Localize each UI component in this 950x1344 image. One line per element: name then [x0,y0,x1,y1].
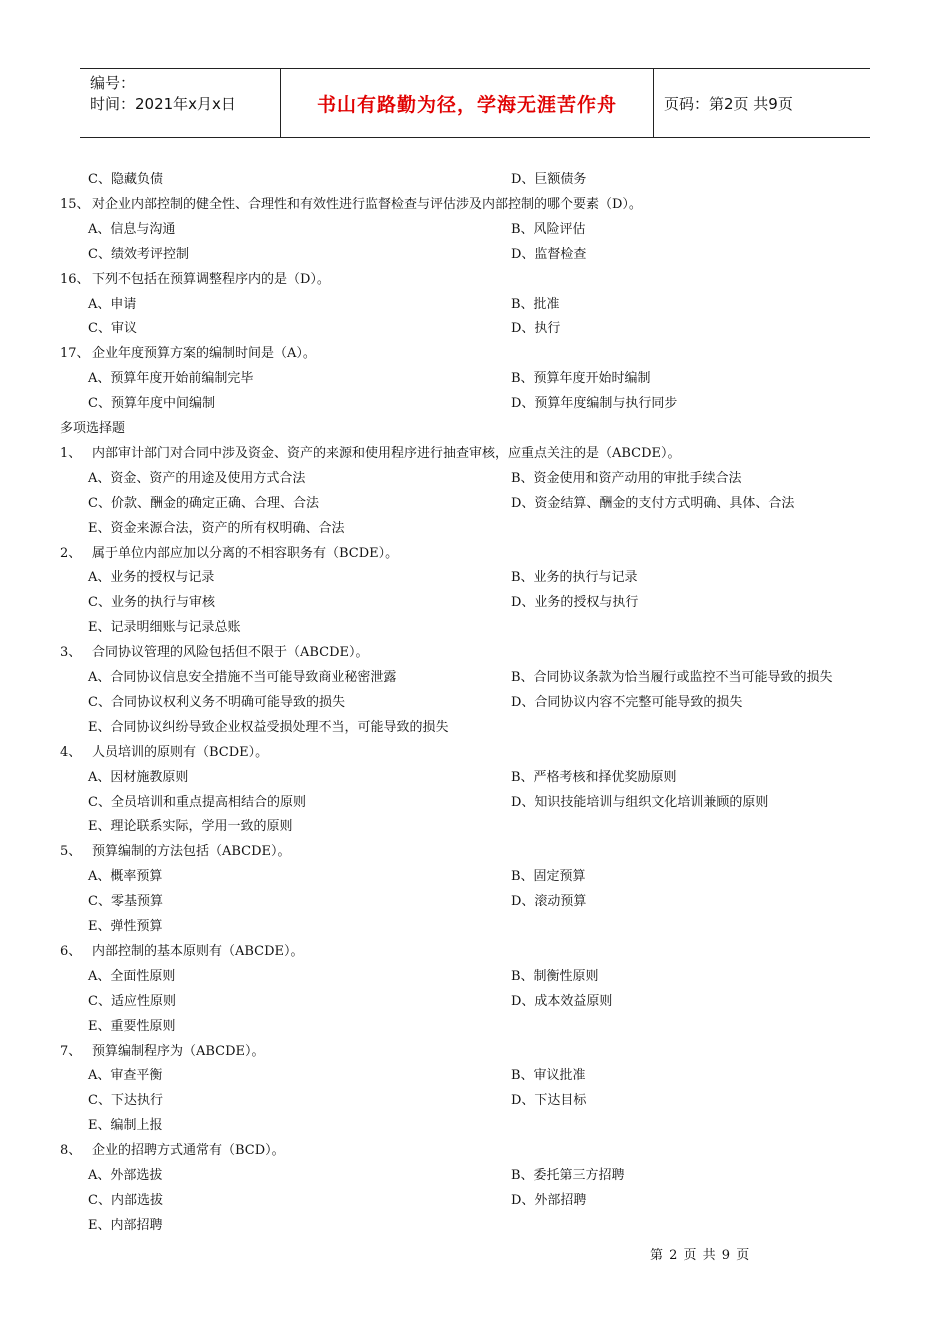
answer-option: C、内部选拔 [88,1193,163,1208]
question-stem [60,345,316,363]
answer-option: B、批准 [511,297,560,312]
question-number: 1、 [60,446,82,461]
question-text: 合同协议管理的风险包括但不限于（ABCDE）。 [92,645,369,660]
question-number: 2、 [60,546,82,561]
answer-option: A、申请 [88,297,137,312]
answer-option: A、概率预算 [88,869,163,884]
question-text: 企业的招聘方式通常有（BCD）。 [92,1143,285,1158]
answer-option: B、合同协议条款为恰当履行或监控不当可能导致的损失 [511,670,833,685]
question-text: 属于单位内部应加以分离的不相容职务有（BCDE）。 [92,546,399,561]
question-stem [60,744,268,762]
question-number: 16、 [60,272,90,287]
question-text: 预算编制的方法包括（ABCDE）。 [92,844,291,859]
answer-option: C、适应性原则 [88,994,176,1009]
answer-option: A、业务的授权与记录 [88,570,215,585]
question-stem [60,644,369,662]
answer-option: E、内部招聘 [88,1218,163,1233]
answer-option: D、成本效益原则 [511,994,613,1009]
answer-option: C、合同协议权利义务不明确可能导致的损失 [88,695,345,710]
answer-option: B、审议批准 [511,1068,586,1083]
question-text: 内部控制的基本原则有（ABCDE）。 [92,944,304,959]
question-number: 5、 [60,844,82,859]
answer-option: B、资金使用和资产动用的审批手续合法 [511,471,742,486]
answer-option: A、全面性原则 [88,969,176,984]
document-number-label: 编号： [90,74,136,92]
question-number: 6、 [60,944,82,959]
question-text: 预算编制程序为（ABCDE）。 [92,1044,265,1059]
answer-option: D、合同协议内容不完整可能导致的损失 [511,695,743,710]
answer-option: C、预算年度中间编制 [88,396,215,411]
header-page-code: 页码：第2页 共9页 [664,94,793,113]
answer-option: A、因材施教原则 [88,770,189,785]
answer-option: E、弹性预算 [88,919,163,934]
question-text: 内部审计部门对合同中涉及资金、资产的来源和使用程序进行抽查审核，应重点关注的是（ABCDE）。 [92,446,681,461]
answer-option: E、重要性原则 [88,1019,176,1034]
document-date: 时间：2021年x月x日 [90,95,236,113]
answer-option: B、预算年度开始时编制 [511,371,651,386]
answer-option: A、合同协议信息安全措施不当可能导致商业秘密泄露 [88,670,397,685]
answer-option: E、合同协议纠纷导致企业权益受损处理不当，可能导致的损失 [88,720,449,735]
question-text: 企业年度预算方案的编制时间是（A）。 [92,346,316,361]
question-stem [60,943,304,961]
answer-option: B、严格考核和择优奖励原则 [511,770,677,785]
question-stem [60,1043,265,1061]
answer-option: A、信息与沟通 [88,222,176,237]
question-text: 下列不包括在预算调整程序内的是（D）。 [92,272,330,287]
header-info-cell [80,69,281,137]
answer-option: B、固定预算 [511,869,586,884]
question-stem [60,271,330,289]
answer-option: D、业务的授权与执行 [511,595,639,610]
answer-option: C、全员培训和重点提高相结合的原则 [88,795,306,810]
answer-option: C、隐藏负债 [88,172,163,187]
answer-option: D、监督检查 [511,247,587,262]
answer-option: C、绩效考评控制 [88,247,189,262]
section-heading: 多项选择题 [60,421,126,436]
question-number: 3、 [60,645,82,660]
answer-option: B、风险评估 [511,222,586,237]
answer-option: A、外部选拔 [88,1168,163,1183]
answer-option: B、业务的执行与记录 [511,570,638,585]
answer-option: D、滚动预算 [511,894,587,909]
answer-option: B、制衡性原则 [511,969,599,984]
header-motto: 书山有路勤为径，学海无涯苦作舟 [281,69,654,137]
question-text: 对企业内部控制的健全性、合理性和有效性进行监督检查与评估涉及内部控制的哪个要素（D）。 [92,197,642,212]
question-number: 4、 [60,745,82,760]
answer-option: C、零基预算 [88,894,163,909]
answer-option: B、委托第三方招聘 [511,1168,625,1183]
answer-option: C、下达执行 [88,1093,163,1108]
answer-option: C、业务的执行与审核 [88,595,215,610]
question-stem [60,1142,285,1160]
answer-option: E、记录明细账与记录总账 [88,620,241,635]
answer-option: A、审查平衡 [88,1068,163,1083]
answer-option: D、外部招聘 [511,1193,587,1208]
answer-option: E、理论联系实际，学用一致的原则 [88,819,293,834]
question-stem [60,445,681,463]
answer-option: E、编制上报 [88,1118,163,1133]
answer-option: C、价款、酬金的确定正确、合理、合法 [88,496,319,511]
answer-option: A、资金、资产的用途及使用方式合法 [88,471,306,486]
answer-option: D、知识技能培训与组织文化培训兼顾的原则 [511,795,769,810]
question-text: 人员培训的原则有（BCDE）。 [92,745,269,760]
question-stem [60,545,398,563]
question-number: 7、 [60,1044,82,1059]
answer-option: D、预算年度编制与执行同步 [511,396,678,411]
page-footer: 第 2 页 共 9 页 [650,1248,751,1263]
question-stem [60,843,291,861]
page-header [80,68,870,138]
answer-option: C、审议 [88,321,137,336]
answer-option: D、执行 [511,321,561,336]
answer-option: D、资金结算、酬金的支付方式明确、具体、合法 [511,496,795,511]
answer-option: D、巨额债务 [511,172,587,187]
question-number: 15、 [60,197,90,212]
answer-option: D、下达目标 [511,1093,587,1108]
question-stem [60,196,642,214]
question-number: 17、 [60,346,90,361]
answer-option: A、预算年度开始前编制完毕 [88,371,254,386]
question-number: 8、 [60,1143,82,1158]
answer-option: E、资金来源合法，资产的所有权明确、合法 [88,521,345,536]
